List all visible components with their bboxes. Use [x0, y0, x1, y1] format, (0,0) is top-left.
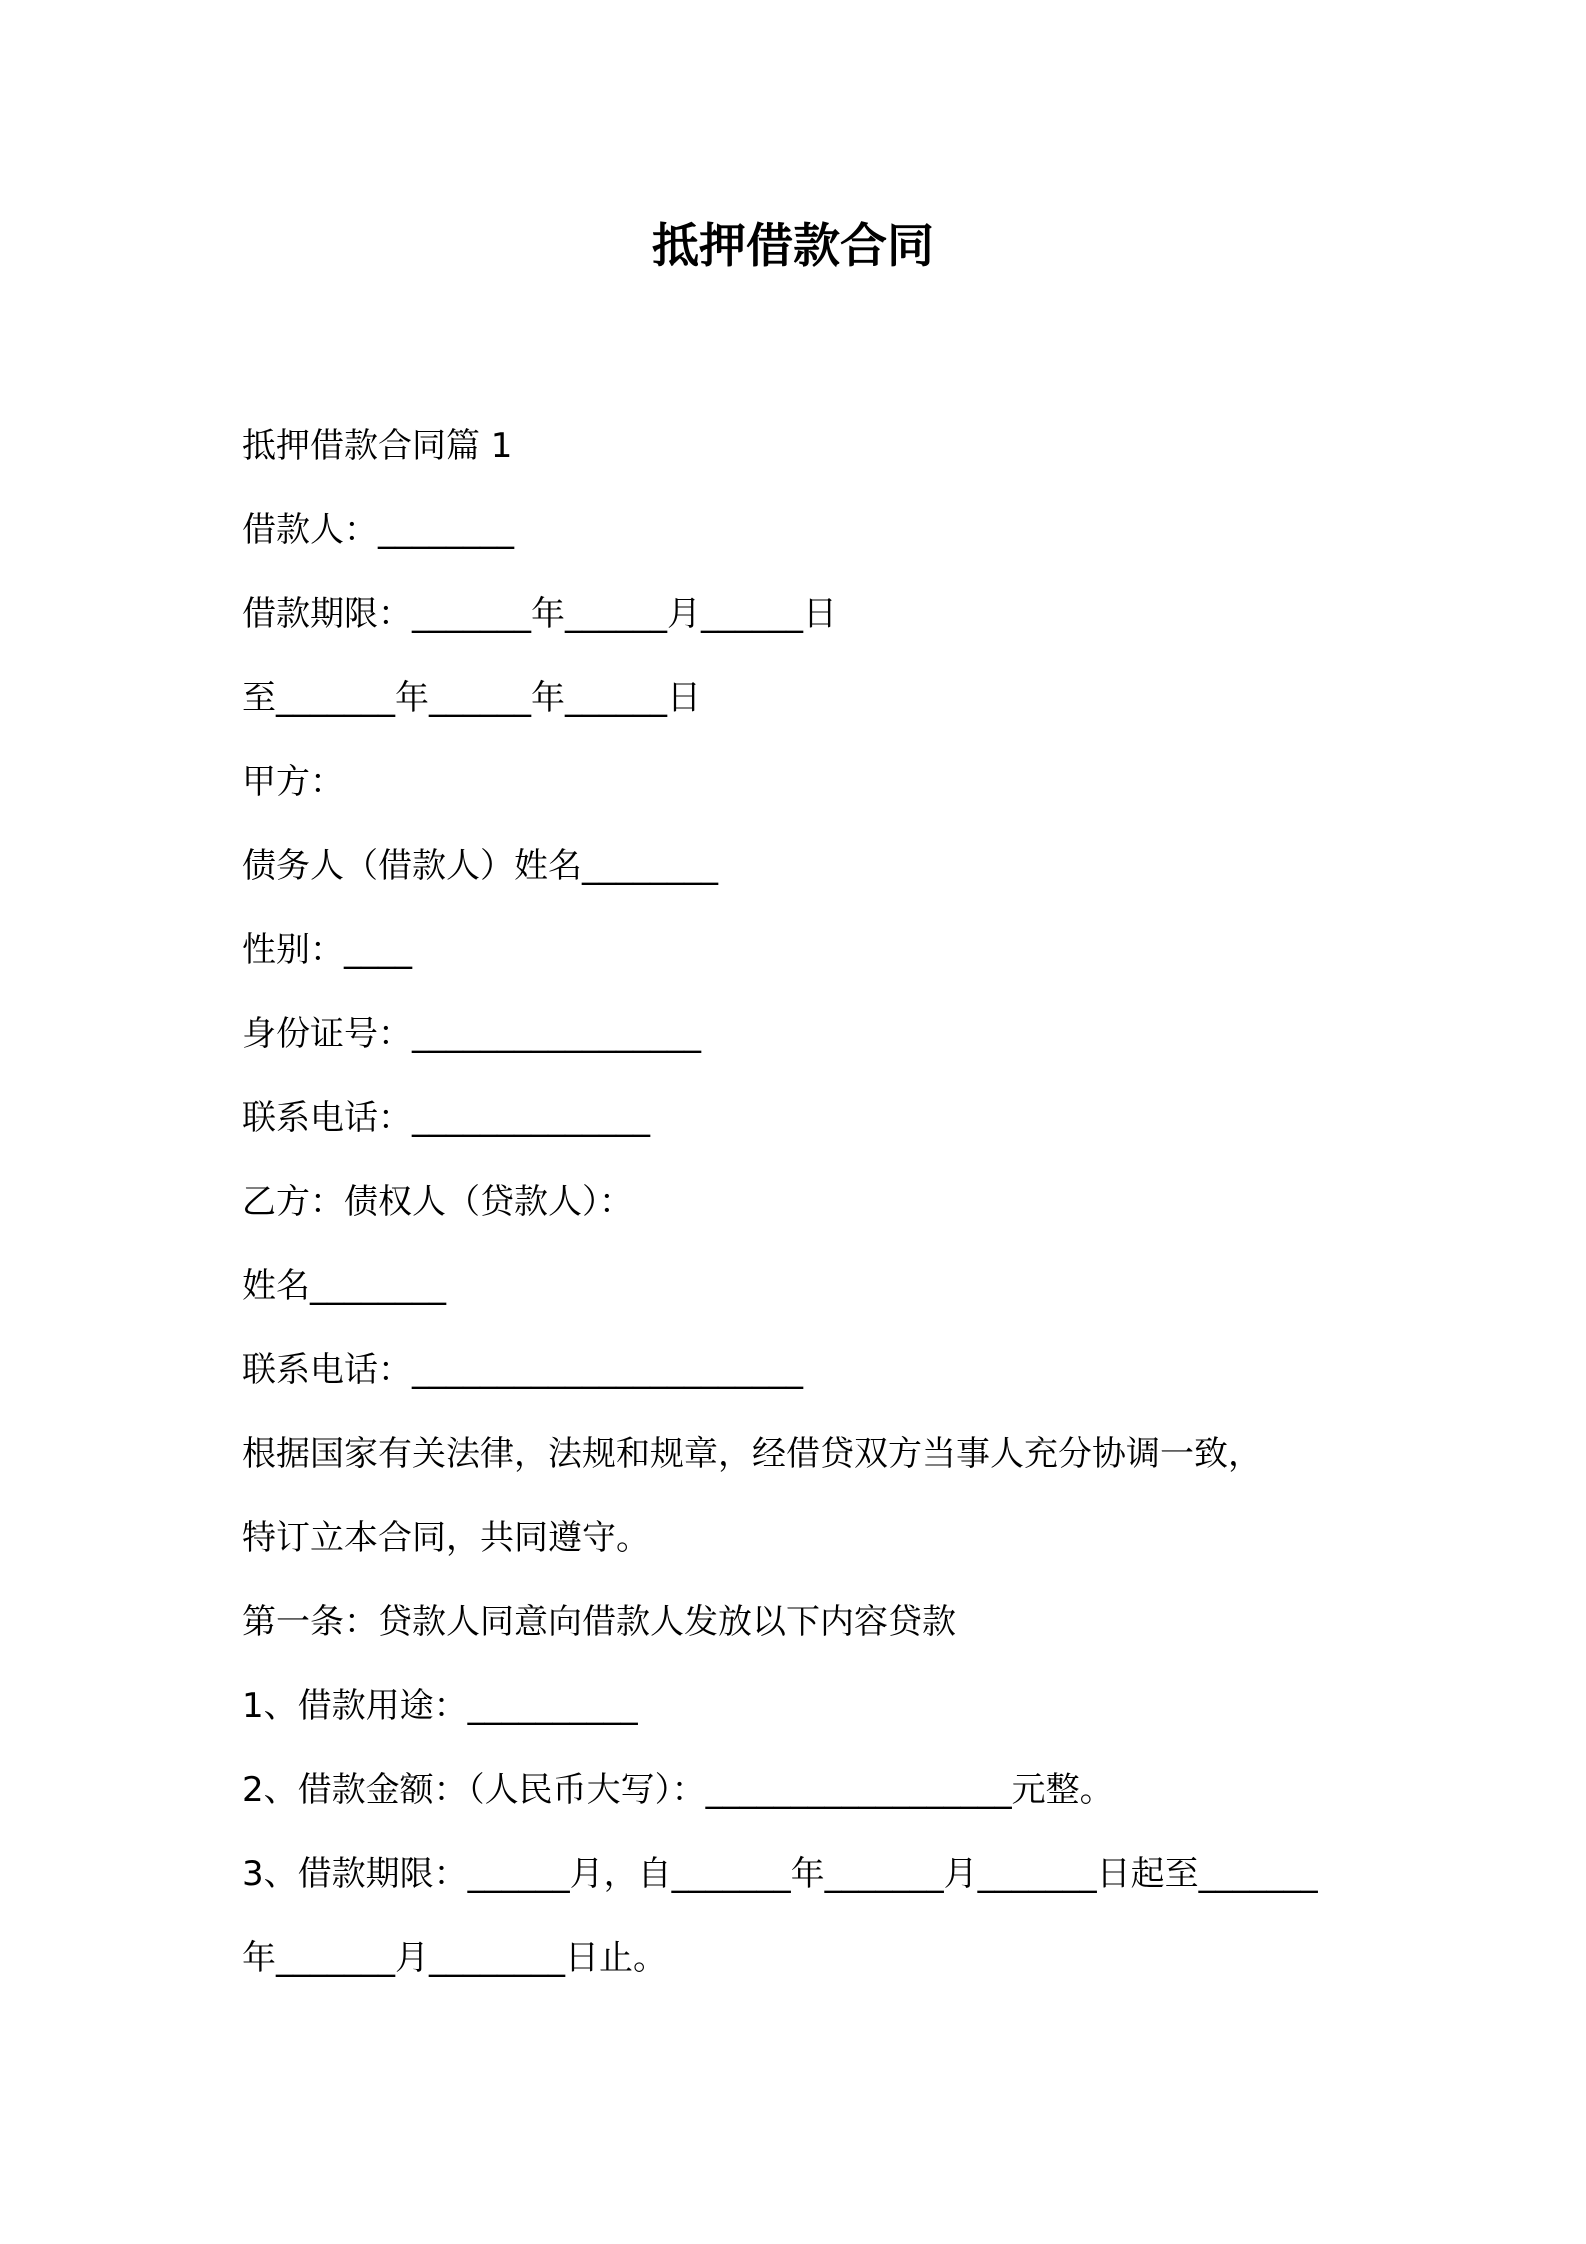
document-body — [242, 404, 1362, 2000]
party-a-phone-line: 联系电话：______________ — [242, 1098, 650, 1138]
loan-period-line-1: 3、借款期限：______月，自_______年_______月_______日起至_______ — [242, 1854, 1318, 1894]
loan-term-start-line: 借款期限：_______年______月______日 — [242, 594, 837, 634]
document-title: 抵押借款合同 — [652, 219, 934, 274]
party-b-heading: 乙方：债权人（贷款人）： — [242, 1182, 633, 1222]
party-a-heading: 甲方： — [242, 762, 344, 802]
loan-purpose-line: 1、借款用途：__________ — [242, 1686, 638, 1726]
gender-line: 性别：____ — [242, 930, 412, 970]
loan-period-line-2: 年_______月________日止。 — [242, 1938, 667, 1978]
debtor-name-line: 债务人（借款人）姓名________ — [242, 846, 718, 886]
preamble-line-2: 特订立本合同，共同遵守。 — [242, 1518, 650, 1558]
party-b-phone-line: 联系电话：_______________________ — [242, 1350, 803, 1390]
id-number-line: 身份证号：_________________ — [242, 1014, 701, 1054]
section-heading: 抵押借款合同篇 1 — [242, 426, 513, 466]
creditor-name-line: 姓名________ — [242, 1266, 446, 1306]
borrower-line: 借款人：________ — [242, 510, 514, 550]
preamble-line-1: 根据国家有关法律，法规和规章，经借贷双方当事人充分协调一致， — [242, 1434, 1262, 1474]
article-one-heading: 第一条：贷款人同意向借款人发放以下内容贷款 — [242, 1602, 956, 1642]
loan-term-end-line: 至_______年______年______日 — [242, 678, 701, 718]
loan-amount-line: 2、借款金额：（人民币大写）：__________________元整。 — [242, 1770, 1114, 1810]
